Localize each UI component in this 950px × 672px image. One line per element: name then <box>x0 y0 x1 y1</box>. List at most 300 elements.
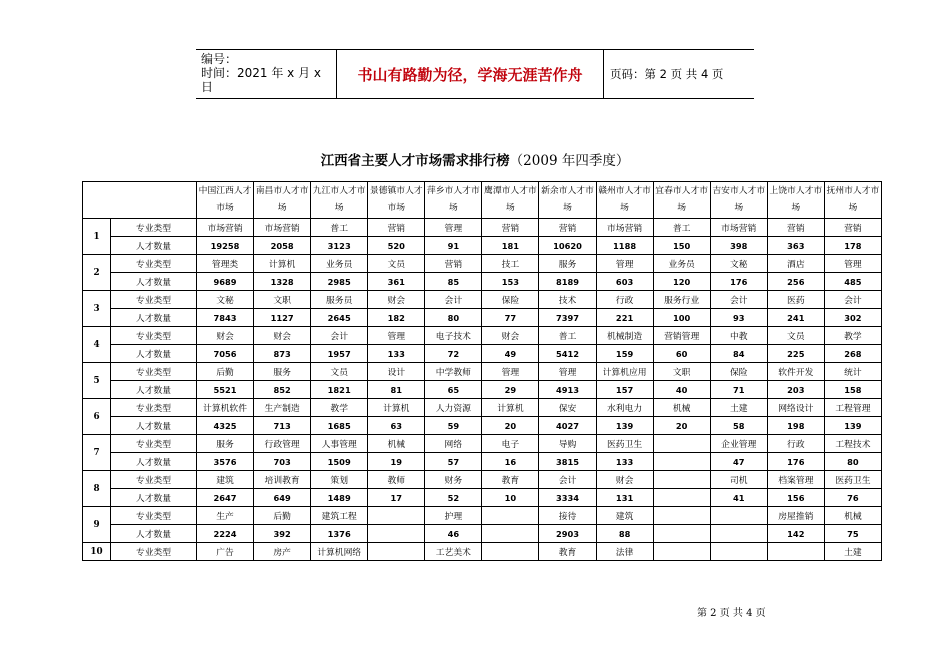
type-cell: 业务员 <box>311 255 368 273</box>
rank-cell: 10 <box>83 543 111 561</box>
type-cell: 档案管理 <box>767 471 824 489</box>
type-cell: 文职 <box>653 363 710 381</box>
count-cell: 176 <box>710 273 767 291</box>
count-cell <box>368 525 425 543</box>
count-cell: 80 <box>824 453 881 471</box>
type-cell: 土建 <box>824 543 881 561</box>
type-cell: 建筑 <box>197 471 254 489</box>
count-cell: 649 <box>254 489 311 507</box>
count-cell: 1188 <box>596 237 653 255</box>
count-cell: 3334 <box>539 489 596 507</box>
type-cell <box>653 435 710 453</box>
count-cell: 85 <box>425 273 482 291</box>
type-cell: 酒店 <box>767 255 824 273</box>
type-cell: 管理 <box>425 219 482 237</box>
type-cell: 后勤 <box>197 363 254 381</box>
type-cell: 接待 <box>539 507 596 525</box>
count-cell: 75 <box>824 525 881 543</box>
count-cell: 19 <box>368 453 425 471</box>
header-motto: 书山有路勤为径，学海无涯苦作舟 <box>357 66 583 84</box>
count-cell: 100 <box>653 309 710 327</box>
type-cell: 计算机软件 <box>197 399 254 417</box>
count-cell: 2058 <box>254 237 311 255</box>
count-cell: 41 <box>710 489 767 507</box>
type-cell: 管理类 <box>197 255 254 273</box>
header-page-label: 页码：第 2 页 共 4 页 <box>610 67 724 81</box>
table-row <box>83 471 882 489</box>
type-cell: 财会 <box>197 327 254 345</box>
type-cell: 设计 <box>368 363 425 381</box>
count-cell: 120 <box>653 273 710 291</box>
city-header: 上饶市人才市场 <box>767 182 824 219</box>
type-cell: 财会 <box>482 327 539 345</box>
type-cell: 普工 <box>653 219 710 237</box>
city-header: 宜春市人才市场 <box>653 182 710 219</box>
city-header: 鹰潭市人才市场 <box>482 182 539 219</box>
type-cell: 文员 <box>368 255 425 273</box>
type-cell: 人事管理 <box>311 435 368 453</box>
count-cell: 2985 <box>311 273 368 291</box>
count-cell: 63 <box>368 417 425 435</box>
type-cell: 市场营销 <box>254 219 311 237</box>
type-cell: 后勤 <box>254 507 311 525</box>
type-label-cell: 专业类型 <box>111 471 197 489</box>
table-row <box>83 525 882 543</box>
count-cell <box>482 525 539 543</box>
type-cell: 广告 <box>197 543 254 561</box>
type-cell: 机械 <box>368 435 425 453</box>
type-cell: 营销 <box>368 219 425 237</box>
type-cell: 技术 <box>539 291 596 309</box>
count-cell: 20 <box>482 417 539 435</box>
type-cell: 建筑工程 <box>311 507 368 525</box>
type-cell: 普工 <box>311 219 368 237</box>
count-cell: 178 <box>824 237 881 255</box>
count-cell: 225 <box>767 345 824 363</box>
count-cell: 361 <box>368 273 425 291</box>
type-cell: 医药卫生 <box>824 471 881 489</box>
table-row <box>83 273 882 291</box>
count-cell <box>710 525 767 543</box>
count-cell: 221 <box>596 309 653 327</box>
count-cell: 71 <box>710 381 767 399</box>
type-cell: 计算机应用 <box>596 363 653 381</box>
count-cell: 40 <box>653 381 710 399</box>
table-row <box>83 345 882 363</box>
count-cell: 703 <box>254 453 311 471</box>
type-cell: 策划 <box>311 471 368 489</box>
count-cell: 302 <box>824 309 881 327</box>
count-cell: 1821 <box>311 381 368 399</box>
count-cell: 2645 <box>311 309 368 327</box>
city-header: 抚州市人才市场 <box>824 182 881 219</box>
header-meta <box>201 52 333 94</box>
type-cell: 电子技术 <box>425 327 482 345</box>
count-cell <box>653 525 710 543</box>
count-cell: 5521 <box>197 381 254 399</box>
table-corner-cell <box>83 182 197 219</box>
type-cell <box>710 507 767 525</box>
count-cell: 93 <box>710 309 767 327</box>
count-cell: 1685 <box>311 417 368 435</box>
count-cell: 182 <box>368 309 425 327</box>
type-cell: 保安 <box>539 399 596 417</box>
count-cell: 7397 <box>539 309 596 327</box>
count-cell: 2224 <box>197 525 254 543</box>
type-cell: 中教 <box>710 327 767 345</box>
count-cell: 77 <box>482 309 539 327</box>
type-cell: 计算机 <box>254 255 311 273</box>
count-cell: 5412 <box>539 345 596 363</box>
rank-cell: 4 <box>83 327 111 363</box>
type-label-cell: 专业类型 <box>111 219 197 237</box>
type-cell: 教育 <box>539 543 596 561</box>
type-cell: 机械制造 <box>596 327 653 345</box>
count-cell: 58 <box>710 417 767 435</box>
count-cell: 47 <box>710 453 767 471</box>
count-cell: 8189 <box>539 273 596 291</box>
type-cell: 管理 <box>596 255 653 273</box>
count-cell: 19258 <box>197 237 254 255</box>
count-cell: 852 <box>254 381 311 399</box>
type-cell: 管理 <box>482 363 539 381</box>
table-row <box>83 507 882 525</box>
type-label-cell: 专业类型 <box>111 255 197 273</box>
count-cell: 3815 <box>539 453 596 471</box>
type-cell: 中学教师 <box>425 363 482 381</box>
document-title <box>0 149 950 169</box>
count-cell: 1127 <box>254 309 311 327</box>
count-cell: 159 <box>596 345 653 363</box>
type-cell: 教育 <box>482 471 539 489</box>
type-cell: 机械 <box>824 507 881 525</box>
count-cell: 873 <box>254 345 311 363</box>
type-cell: 生产 <box>197 507 254 525</box>
count-cell: 76 <box>824 489 881 507</box>
type-cell: 技工 <box>482 255 539 273</box>
count-cell: 88 <box>596 525 653 543</box>
city-header: 景德镇市人才市场 <box>368 182 425 219</box>
type-cell: 会计 <box>710 291 767 309</box>
table-row <box>83 543 882 561</box>
type-cell: 法律 <box>596 543 653 561</box>
count-cell: 91 <box>425 237 482 255</box>
count-label-cell: 人才数量 <box>111 489 197 507</box>
count-cell: 158 <box>824 381 881 399</box>
type-cell: 文秘 <box>197 291 254 309</box>
type-cell: 财会 <box>596 471 653 489</box>
type-cell: 计算机 <box>368 399 425 417</box>
rank-cell: 2 <box>83 255 111 291</box>
type-cell: 教师 <box>368 471 425 489</box>
city-header: 赣州市人才市场 <box>596 182 653 219</box>
type-label-cell: 专业类型 <box>111 291 197 309</box>
count-cell: 10620 <box>539 237 596 255</box>
count-cell: 256 <box>767 273 824 291</box>
type-cell: 营销 <box>425 255 482 273</box>
table-row <box>83 219 882 237</box>
type-cell: 导购 <box>539 435 596 453</box>
table-row <box>83 309 882 327</box>
city-header: 新余市人才市场 <box>539 182 596 219</box>
type-cell: 服务 <box>197 435 254 453</box>
count-cell: 150 <box>653 237 710 255</box>
count-cell: 133 <box>596 453 653 471</box>
count-cell: 156 <box>767 489 824 507</box>
city-header: 九江市人才市场 <box>311 182 368 219</box>
count-cell: 1489 <box>311 489 368 507</box>
type-cell: 培训教育 <box>254 471 311 489</box>
type-cell: 水利电力 <box>596 399 653 417</box>
type-cell <box>767 543 824 561</box>
type-cell: 财会 <box>254 327 311 345</box>
count-cell: 4325 <box>197 417 254 435</box>
type-label-cell: 专业类型 <box>111 399 197 417</box>
rank-cell: 8 <box>83 471 111 507</box>
count-cell: 7843 <box>197 309 254 327</box>
count-cell: 1376 <box>311 525 368 543</box>
type-cell: 保险 <box>710 363 767 381</box>
count-cell: 142 <box>767 525 824 543</box>
type-cell: 营销 <box>767 219 824 237</box>
type-cell: 教学 <box>824 327 881 345</box>
type-cell <box>368 507 425 525</box>
count-cell: 10 <box>482 489 539 507</box>
type-cell <box>368 543 425 561</box>
type-cell: 软件开发 <box>767 363 824 381</box>
type-cell: 房屋推销 <box>767 507 824 525</box>
count-cell: 176 <box>767 453 824 471</box>
city-header: 南昌市人才市场 <box>254 182 311 219</box>
table-row <box>83 489 882 507</box>
type-cell: 会计 <box>824 291 881 309</box>
count-cell: 268 <box>824 345 881 363</box>
type-cell: 会计 <box>425 291 482 309</box>
type-cell: 业务员 <box>653 255 710 273</box>
count-cell: 59 <box>425 417 482 435</box>
table-row <box>83 435 882 453</box>
type-label-cell: 专业类型 <box>111 363 197 381</box>
type-cell: 网络 <box>425 435 482 453</box>
count-cell: 57 <box>425 453 482 471</box>
type-cell: 医药 <box>767 291 824 309</box>
type-cell: 营销 <box>824 219 881 237</box>
type-cell: 行政 <box>767 435 824 453</box>
count-cell: 16 <box>482 453 539 471</box>
count-cell: 157 <box>596 381 653 399</box>
city-header: 中国江西人才市场 <box>197 182 254 219</box>
type-cell: 服务员 <box>311 291 368 309</box>
type-cell: 电子 <box>482 435 539 453</box>
count-cell: 3123 <box>311 237 368 255</box>
count-cell: 520 <box>368 237 425 255</box>
header-divider <box>603 50 604 98</box>
type-cell: 生产制造 <box>254 399 311 417</box>
table-row <box>83 381 882 399</box>
rank-cell: 7 <box>83 435 111 471</box>
table-row <box>83 417 882 435</box>
rank-cell: 5 <box>83 363 111 399</box>
count-label-cell: 人才数量 <box>111 237 197 255</box>
count-cell: 60 <box>653 345 710 363</box>
type-cell <box>482 543 539 561</box>
type-cell: 计算机 <box>482 399 539 417</box>
type-cell: 工程技术 <box>824 435 881 453</box>
table-row <box>83 399 882 417</box>
count-cell: 49 <box>482 345 539 363</box>
city-header: 吉安市人才市场 <box>710 182 767 219</box>
type-cell: 教学 <box>311 399 368 417</box>
count-cell: 9689 <box>197 273 254 291</box>
ranking-table <box>82 181 882 561</box>
count-label-cell: 人才数量 <box>111 417 197 435</box>
type-cell: 企业管理 <box>710 435 767 453</box>
type-cell: 网络设计 <box>767 399 824 417</box>
type-label-cell: 专业类型 <box>111 435 197 453</box>
type-cell: 财会 <box>368 291 425 309</box>
title-year: （2009 年四季度） <box>509 153 630 169</box>
type-cell: 计算机网络 <box>311 543 368 561</box>
count-cell: 20 <box>653 417 710 435</box>
count-label-cell: 人才数量 <box>111 309 197 327</box>
table-row <box>83 291 882 309</box>
type-cell: 营销管理 <box>653 327 710 345</box>
count-cell: 80 <box>425 309 482 327</box>
type-cell: 文秘 <box>710 255 767 273</box>
count-cell: 241 <box>767 309 824 327</box>
type-cell: 文职 <box>254 291 311 309</box>
type-cell: 人力资源 <box>425 399 482 417</box>
count-cell: 133 <box>368 345 425 363</box>
count-cell: 4027 <box>539 417 596 435</box>
type-label-cell: 专业类型 <box>111 327 197 345</box>
count-cell: 17 <box>368 489 425 507</box>
type-label-cell: 专业类型 <box>111 507 197 525</box>
type-cell <box>482 507 539 525</box>
type-cell: 统计 <box>824 363 881 381</box>
count-cell: 603 <box>596 273 653 291</box>
type-cell: 服务 <box>254 363 311 381</box>
count-label-cell: 人才数量 <box>111 273 197 291</box>
count-cell: 29 <box>482 381 539 399</box>
count-cell: 1509 <box>311 453 368 471</box>
type-cell: 管理 <box>824 255 881 273</box>
type-cell: 文员 <box>767 327 824 345</box>
table-row <box>83 363 882 381</box>
type-cell: 土建 <box>710 399 767 417</box>
count-cell: 2647 <box>197 489 254 507</box>
type-cell: 工程管理 <box>824 399 881 417</box>
type-cell: 建筑 <box>596 507 653 525</box>
page-header <box>196 49 754 99</box>
count-cell: 2903 <box>539 525 596 543</box>
table-row <box>83 237 882 255</box>
table-row <box>83 453 882 471</box>
table-row <box>83 327 882 345</box>
rank-cell: 9 <box>83 507 111 543</box>
type-cell: 行政 <box>596 291 653 309</box>
count-cell: 131 <box>596 489 653 507</box>
title-text: 江西省主要人才市场需求排行榜 <box>320 153 510 169</box>
type-cell: 医药卫生 <box>596 435 653 453</box>
type-cell: 市场营销 <box>197 219 254 237</box>
type-cell <box>653 507 710 525</box>
type-cell: 房产 <box>254 543 311 561</box>
count-cell: 203 <box>767 381 824 399</box>
type-cell <box>653 471 710 489</box>
count-cell: 1328 <box>254 273 311 291</box>
type-label-cell: 专业类型 <box>111 543 197 561</box>
count-cell <box>653 489 710 507</box>
count-cell: 65 <box>425 381 482 399</box>
type-cell: 护理 <box>425 507 482 525</box>
type-cell: 普工 <box>539 327 596 345</box>
type-cell: 管理 <box>368 327 425 345</box>
type-cell: 市场营销 <box>710 219 767 237</box>
rank-cell: 3 <box>83 291 111 327</box>
count-cell: 181 <box>482 237 539 255</box>
count-cell: 46 <box>425 525 482 543</box>
type-cell: 文员 <box>311 363 368 381</box>
count-cell: 84 <box>710 345 767 363</box>
date-label: 时间：2021 年 x 月 x 日 <box>201 66 322 94</box>
type-cell: 工艺美术 <box>425 543 482 561</box>
count-cell: 72 <box>425 345 482 363</box>
count-cell <box>653 453 710 471</box>
city-header: 萍乡市人才市场 <box>425 182 482 219</box>
count-cell: 4913 <box>539 381 596 399</box>
count-label-cell: 人才数量 <box>111 453 197 471</box>
count-cell: 52 <box>425 489 482 507</box>
count-cell: 485 <box>824 273 881 291</box>
type-cell: 营销 <box>482 219 539 237</box>
count-cell: 363 <box>767 237 824 255</box>
count-cell: 1957 <box>311 345 368 363</box>
type-cell: 行政管理 <box>254 435 311 453</box>
count-label-cell: 人才数量 <box>111 525 197 543</box>
type-cell <box>653 543 710 561</box>
table-header-row <box>83 182 882 219</box>
count-cell: 139 <box>596 417 653 435</box>
rank-cell: 6 <box>83 399 111 435</box>
serial-label: 编号： <box>201 52 238 66</box>
type-cell: 服务 <box>539 255 596 273</box>
type-cell: 会计 <box>311 327 368 345</box>
type-cell: 服务行业 <box>653 291 710 309</box>
type-cell: 管理 <box>539 363 596 381</box>
page-footer: 第 2 页 共 4 页 <box>697 608 766 619</box>
count-cell: 398 <box>710 237 767 255</box>
count-label-cell: 人才数量 <box>111 381 197 399</box>
type-cell: 市场营销 <box>596 219 653 237</box>
count-cell: 198 <box>767 417 824 435</box>
count-cell: 7056 <box>197 345 254 363</box>
count-label-cell: 人才数量 <box>111 345 197 363</box>
table-row <box>83 255 882 273</box>
type-cell: 营销 <box>539 219 596 237</box>
count-cell: 81 <box>368 381 425 399</box>
count-cell: 713 <box>254 417 311 435</box>
count-cell: 153 <box>482 273 539 291</box>
count-cell: 392 <box>254 525 311 543</box>
type-cell: 会计 <box>539 471 596 489</box>
type-cell: 财务 <box>425 471 482 489</box>
rank-cell: 1 <box>83 219 111 255</box>
count-cell: 139 <box>824 417 881 435</box>
count-cell: 3576 <box>197 453 254 471</box>
type-cell: 司机 <box>710 471 767 489</box>
type-cell <box>710 543 767 561</box>
